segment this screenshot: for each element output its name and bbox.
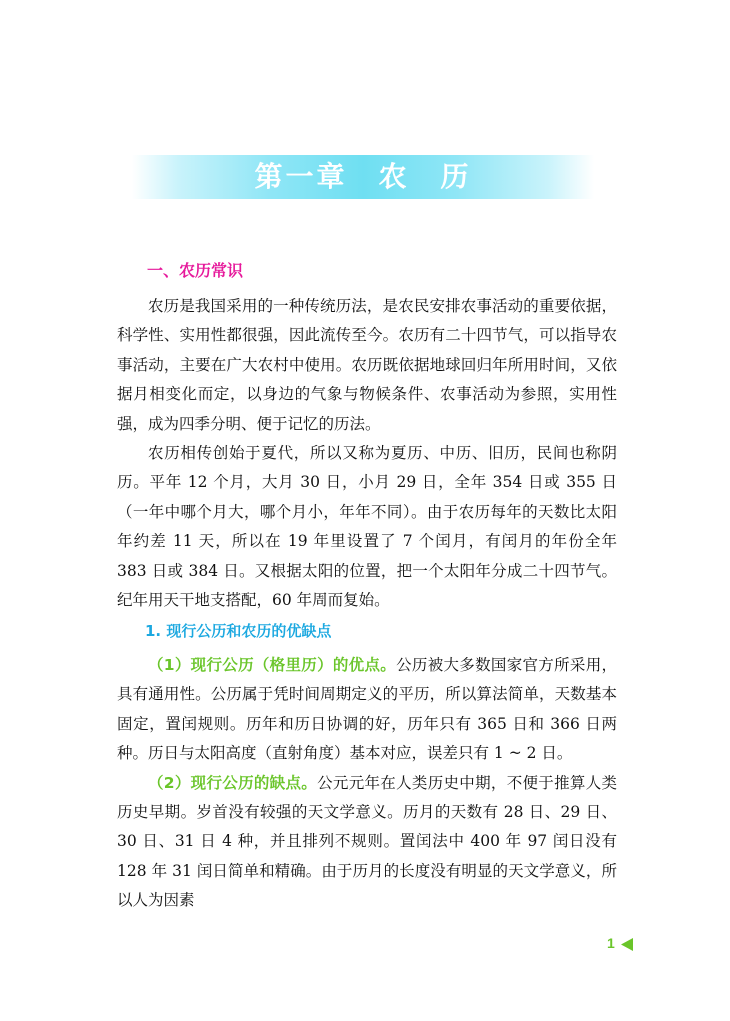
left-triangle-icon [620,938,634,951]
item-text: 公元元年在人类历史中期，不便于推算人类历史早期。岁首没有较强的天文学意义。历月的天数有 28 日、29 日、30 日、31 日 4 种，并且排列不规则。置闰法中 400 年 97 闰日没有 128 年 31 闰日简单和精确。由于历月的长度没有明显的天文学意义，所以人为因素 [117,773,617,910]
subsection-heading: 1. 现行公历和农历的优缺点 [145,622,332,641]
paragraph: 农历相传创始于夏代，所以又称为夏历、中历、旧历，民间也称阴历。平年 12 个月，大月 30 日，小月 29 日，全年 354 日或 355 日（一年中哪个月大，哪个月小，年年不同）。由于农历每年的天数比太阳年约差 11 天，所以在 19 年里设置了 7 个闰月，有闰月的年份全年 383 日或 384 日。又根据太阳的位置，把一个太阳年分成二十四节气。纪年用天干地支搭配，60 年周而复始。 [117,444,617,610]
paragraph [117,651,617,769]
body-text [117,292,617,916]
page-number: 1 [607,935,615,951]
section-heading: 一、农历常识 [147,261,244,280]
paragraph [117,769,617,916]
chapter-title: 第一章 农 历 [254,160,472,193]
item-text: 公历被大多数国家官方所采用，具有通用性。公历属于凭时间周期定义的平历，所以算法简单，天数基本固定，置闰规则。历年和历日协调的好，历年只有 365 日和 366 日两种。历日与太阳高度（直射角度）基本对应，误差只有 1 ~ 2 日。 [117,655,617,763]
chapter-banner [132,155,594,199]
item-lead: （1）现行公历（格里历）的优点。 [148,655,397,674]
item-lead: （2）现行公历的缺点。 [148,773,318,792]
paragraph: 农历是我国采用的一种传统历法，是农民安排农事活动的重要依据，科学性、实用性都很强，因此流传至今。农历有二十四节气，可以指导农事活动，主要在广大农村中使用。农历既依据地球回归年所用时间，又依据月相变化而定，以身边的气象与物候条件、农事活动为参照，实用性强，成为四季分明、便于记忆的历法。 [117,297,617,433]
